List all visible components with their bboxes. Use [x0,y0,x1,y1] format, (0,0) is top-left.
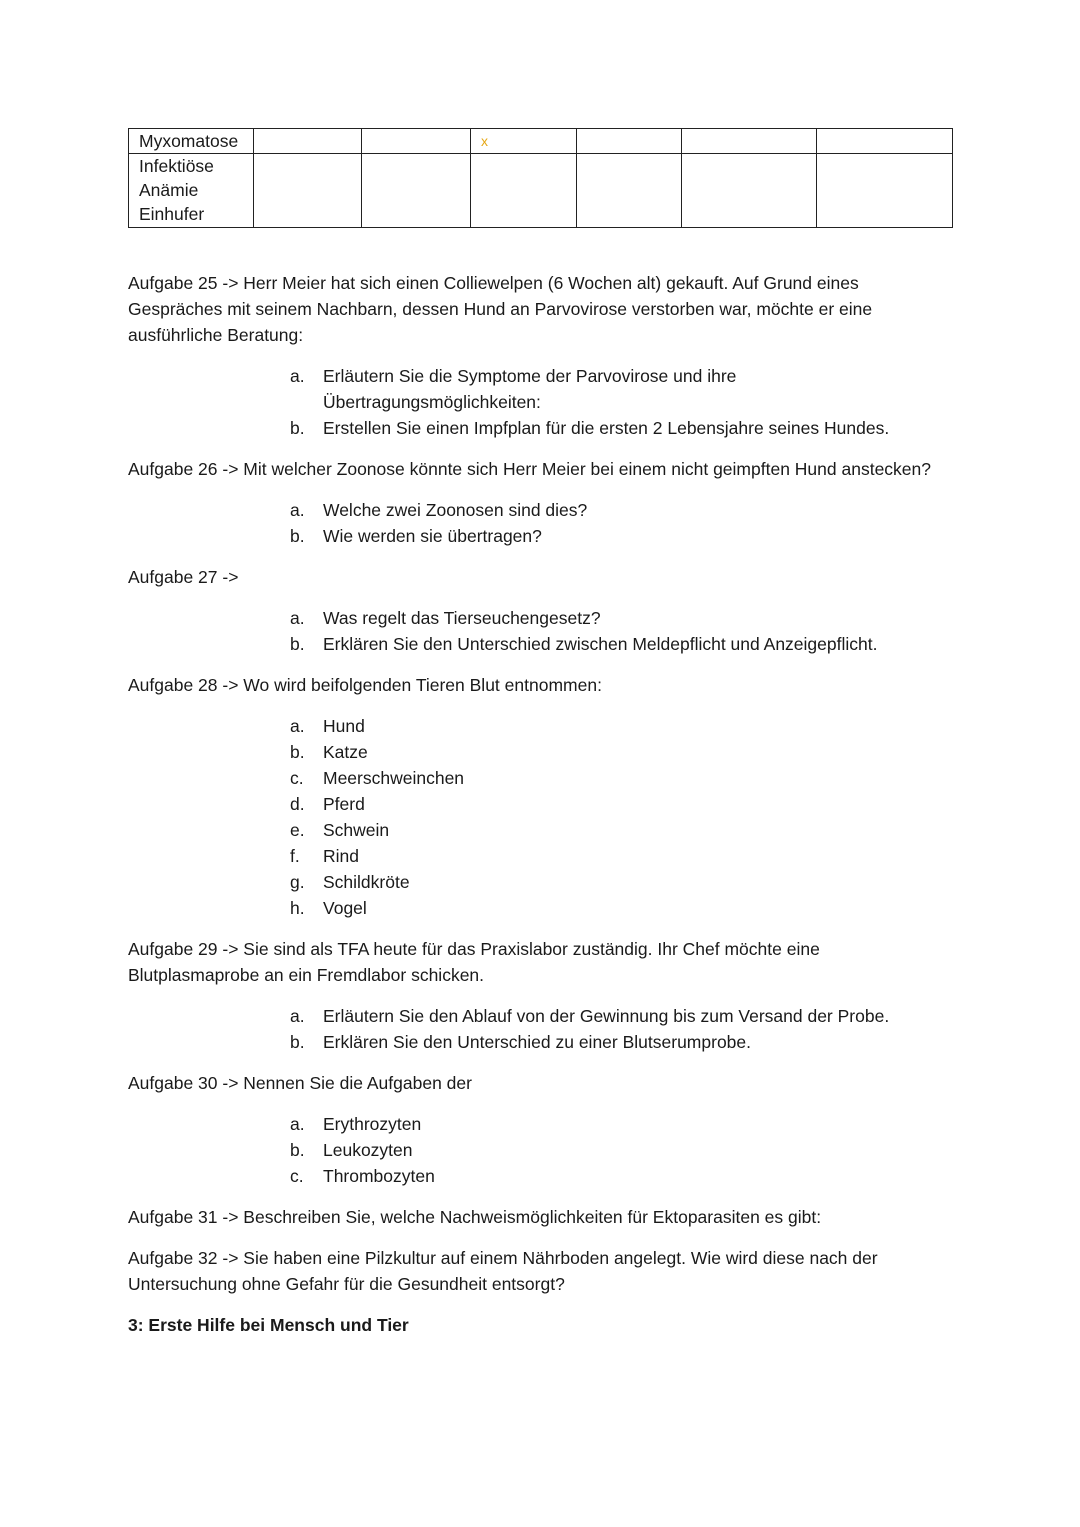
list-item: a. Welche zwei Zoonosen sind dies? [290,500,588,520]
table-cell [817,129,953,154]
task-28: Aufgabe 28 -> Wo wird beifolgenden Tieren Blut entnommen: [128,675,602,695]
list-item: g. Schildkröte [290,872,410,892]
disease-name-cell: Infektiöse Anämie Einhufer [129,154,254,228]
list-item: e. Schwein [290,820,390,840]
list-item: a. Hund [290,716,365,736]
task-30: Aufgabe 30 -> Nennen Sie die Aufgaben der [128,1073,472,1093]
task-28-items [128,713,952,921]
task-27: Aufgabe 27 -> [128,567,239,587]
table-cell [682,154,817,228]
document-page [128,128,952,1338]
disease-name-cell: Myxomatose [129,129,254,154]
list-item: b. Leukozyten [290,1140,413,1160]
list-item: d. Pferd [290,794,365,814]
task-31: Aufgabe 31 -> Beschreiben Sie, welche Nachweismöglichkeiten für Ektoparasiten es gibt: [128,1207,822,1227]
table-cell [682,129,817,154]
list-item: b. Erklären Sie den Unterschied zwischen Meldepflicht und Anzeigepflicht. [290,634,878,654]
task-32: Aufgabe 32 -> Sie haben eine Pilzkultur auf einem Nährboden angelegt. Wie wird diese nach der Untersuchung ohne Gefahr für die Gesundheit entsorgt? [128,1248,878,1294]
list-item: c. Thrombozyten [290,1166,435,1186]
table-cell [254,129,362,154]
list-item: b. Katze [290,742,368,762]
check-mark: x [471,129,577,154]
table-row [129,129,953,154]
table-cell [577,129,682,154]
disease-table [128,128,953,228]
task-25-items [128,363,952,441]
list-item: c. Meerschweinchen [290,768,465,788]
list-item: b. Erklären Sie den Unterschied zu einer Blutserumprobe. [290,1032,751,1052]
list-item: h. Vogel [290,898,367,918]
task-26: Aufgabe 26 -> Mit welcher Zoonose könnte sich Herr Meier bei einem nicht geimpften Hund anstecken? [128,459,932,479]
table-cell [817,154,953,228]
task-29: Aufgabe 29 -> Sie sind als TFA heute für das Praxislabor zuständig. Ihr Chef möchte eine Blutplasmaprobe an ein Fremdlabor schicken. [128,939,820,985]
table-cell [362,154,471,228]
table-row [129,154,953,228]
list-item: a. Erläutern Sie den Ablauf von der Gewinnung bis zum Versand der Probe. [290,1006,890,1026]
list-item: b. Wie werden sie übertragen? [290,526,542,546]
section-heading: 3: Erste Hilfe bei Mensch und Tier [128,1315,409,1335]
table-cell [577,154,682,228]
table-cell [471,154,577,228]
task-26-items [128,497,952,549]
list-item: a. Was regelt das Tierseuchengesetz? [290,608,601,628]
task-27-items [128,605,952,657]
list-item: a. Erläutern Sie die Symptome der Parvovirose und ihre Übertragungsmöglichkeiten: [290,366,737,412]
list-item: b. Erstellen Sie einen Impfplan für die ersten 2 Lebensjahre seines Hundes. [290,418,890,438]
task-30-items [128,1111,952,1189]
list-item: f. Rind [290,846,359,866]
list-item: a. Erythrozyten [290,1114,422,1134]
table-cell [254,154,362,228]
table-cell [362,129,471,154]
task-25: Aufgabe 25 -> Herr Meier hat sich einen Colliewelpen (6 Wochen alt) gekauft. Auf Grund eines Gespräches mit seinem Nachbarn, dessen Hund an Parvovirose verstorben war, möchte er eine ausführliche Beratung: [128,273,873,345]
task-29-items [128,1003,952,1055]
